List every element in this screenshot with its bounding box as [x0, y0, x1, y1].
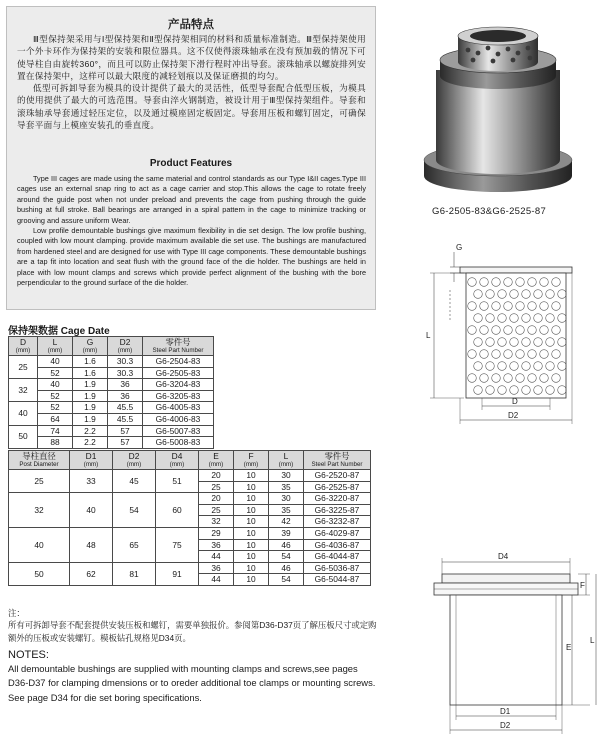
bushing-cell-f: 10: [234, 481, 269, 493]
bushing-cell-d4: 75: [156, 527, 199, 562]
table-row: [9, 413, 214, 425]
bushing-cell-post-diameter: 40: [9, 527, 70, 562]
cage-cell-g: 1.6: [73, 367, 108, 379]
bushing-cell-e: 29: [199, 527, 234, 539]
bushing-cell-l: 42: [269, 516, 304, 528]
bushing-cell-post-diameter: 25: [9, 470, 70, 493]
bushing-label-d2: D2: [500, 721, 511, 730]
bushing-cell-l: 35: [269, 504, 304, 516]
bushing-cell-e: 20: [199, 470, 234, 482]
bushing-cell-f: 10: [234, 539, 269, 551]
bushing-cell-f: 10: [234, 470, 269, 482]
cage-cell-l: 40: [38, 379, 73, 391]
table-row: [9, 379, 214, 391]
table-row: [9, 356, 214, 368]
table-row: [9, 470, 371, 482]
table-row: [9, 402, 214, 414]
product-features-panel: [6, 6, 376, 310]
features-paragraph-cn-1: Ⅲ型保持架采用与Ⅰ型保持架和Ⅱ型保持架相同的材料和质量标准制造。Ⅲ型保持架使用一个外卡环作为保持架的安装和限位器具。这不仅使得滚珠轴承在没有预加载的情况下可使导柱自由旋转360°，而且可以防止保持架下滑行程时冲出导套。滚珠轴承以螺旋排列安置在保持架中，这样可以最大限度的减轻划痕以及保证磨损的均匀。: [17, 34, 366, 81]
bushing-header-d2: D2 (mm): [113, 451, 156, 470]
bushing-cell-f: 10: [234, 527, 269, 539]
bushing-cell-l: 46: [269, 562, 304, 574]
features-paragraph-en-1: Type III cages are made using the same material and control standards as our Type I&II cages.Type III cages use an external snap ring to act as a cage carrier and stop.This allows the cage to rotate freely around the guide post when not under preload and prevents the cage from pushing through the guide bushing at full stroke. Ball bearings are arranged in a spiral pattern in the cage to minimize tracking or grooving and assure uniform Wear.: [17, 174, 366, 225]
bushing-label-l: L: [590, 636, 595, 645]
bushing-cell-part-number: G6-4029-87: [304, 527, 371, 539]
cage-cell-part-number: G6-3204-83: [143, 379, 214, 391]
table-row: [9, 562, 371, 574]
bushing-cell-l: 35: [269, 481, 304, 493]
cage-cell-d2: 45.5: [108, 413, 143, 425]
bushing-cell-e: 32: [199, 516, 234, 528]
table-row: [9, 390, 214, 402]
table-row: [9, 527, 371, 539]
bushing-cell-l: 30: [269, 470, 304, 482]
features-text-cn: [17, 33, 366, 131]
features-paragraph-en-2: Low profile demountable bushings give maximum flexibility in die set design. The low profile bushing, coupled with low mount clamping. provide maximum available die set use. The bushings are manufactured from hardened steel and are designed for use with Type III cage components. These demountable bushings are a tap fit into location and seat flush with the ground face of the die holder. The bushings are held in place with low mount clamps and screws which provide perfect alignment of the bushing with the bore perpendicular to the ground surface of the die holder.: [17, 226, 366, 288]
bushing-table-header-row: [9, 451, 371, 470]
cage-cell-g: 1.9: [73, 402, 108, 414]
cage-header-l: L (mm): [38, 337, 73, 356]
cage-cell-d: 50: [9, 425, 38, 448]
bushing-cell-f: 10: [234, 574, 269, 586]
bushing-photo-image: [418, 20, 578, 200]
table-row: [9, 493, 371, 505]
notes-label-en: NOTES:: [8, 649, 49, 661]
bushing-cell-e: 20: [199, 493, 234, 505]
bushing-drawing: [420, 548, 600, 748]
cage-cell-d2: 57: [108, 437, 143, 449]
features-paragraph-cn-2: 低型可拆卸导套为模具的设计提供了最大的灵活性，低型导套配合低型压板，为模具的使用提供了最大的可选范围。导套由淬火钢制造，被设计用于Ⅲ型保持架组件。导套和滚珠轴承导套通过轻压定位，以及通过模座固定板固定。导套用压板和螺钉固定，可确保导套平面与上模座安装孔的垂直度。: [17, 83, 366, 131]
bushing-header-e: E (mm): [199, 451, 234, 470]
notes-text-en-1: All demountable bushings are supplied with mounting clamps and screws,see pages D36-D37 for clamping dmensions or to oreder additional toe clamps or mounting screws.: [8, 663, 376, 689]
bushing-cell-e: 36: [199, 539, 234, 551]
bushing-cell-l: 30: [269, 493, 304, 505]
cage-cell-l: 52: [38, 402, 73, 414]
cage-cell-g: 1.9: [73, 390, 108, 402]
bushing-cell-e: 44: [199, 551, 234, 563]
cage-table-body: [9, 356, 214, 449]
cage-cell-part-number: G6-2505-83: [143, 367, 214, 379]
bushing-cell-part-number: G6-4036-87: [304, 539, 371, 551]
cage-label-d2: D2: [508, 411, 519, 420]
bushing-cell-part-number: G6-3225-87: [304, 504, 371, 516]
notes-text-en-2: See page D34 for die set boring specifications.: [8, 691, 202, 703]
bushing-cell-d2: 45: [113, 470, 156, 493]
cage-cell-part-number: G6-5008-83: [143, 437, 214, 449]
cage-cell-l: 52: [38, 390, 73, 402]
cage-label-g: G: [456, 243, 463, 252]
cage-header-part-number: 零件号 Steel Part Number: [143, 337, 214, 356]
bushing-data-table: [8, 450, 371, 586]
features-text-en: [17, 174, 366, 288]
bushing-label-d4: D4: [498, 552, 509, 561]
bushing-cell-part-number: G6-3232-87: [304, 516, 371, 528]
cage-cell-l: 52: [38, 367, 73, 379]
bushing-cell-e: 25: [199, 481, 234, 493]
bushing-cell-part-number: G6-2525-87: [304, 481, 371, 493]
bushing-header-part-number: 零件号 Steel Part Number: [304, 451, 371, 470]
cage-cell-d2: 36: [108, 390, 143, 402]
cage-cell-part-number: G6-5007-83: [143, 425, 214, 437]
bushing-header-d1: D1 (mm): [70, 451, 113, 470]
cage-cell-l: 74: [38, 425, 73, 437]
cage-cell-l: 40: [38, 356, 73, 368]
table-row: [9, 425, 214, 437]
bushing-cell-d2: 54: [113, 493, 156, 528]
bushing-cell-d2: 81: [113, 562, 156, 585]
cage-cell-part-number: G6-3205-83: [143, 390, 214, 402]
bushing-cell-post-diameter: 32: [9, 493, 70, 528]
bushing-cell-part-number: G6-5036-87: [304, 562, 371, 574]
bushing-cell-l: 46: [269, 539, 304, 551]
notes-label-cn: 注：: [8, 608, 25, 618]
cage-cell-d: 40: [9, 402, 38, 425]
bushing-cell-d1: 62: [70, 562, 113, 585]
table-row: [9, 437, 214, 449]
photo-caption: G6-2505-83&G6-2525-87: [432, 206, 547, 217]
cage-label-l: L: [426, 331, 431, 340]
bushing-label-f: F: [580, 581, 585, 590]
bushing-table-body: [9, 470, 371, 586]
bushing-cell-part-number: G6-4044-87: [304, 551, 371, 563]
cage-label-d: D: [512, 397, 518, 406]
cage-cell-g: 1.6: [73, 356, 108, 368]
bushing-cell-d2: 65: [113, 527, 156, 562]
bushing-cell-f: 10: [234, 493, 269, 505]
cage-cell-g: 1.9: [73, 413, 108, 425]
bushing-cell-post-diameter: 50: [9, 562, 70, 585]
bushing-cell-d1: 40: [70, 493, 113, 528]
bushing-header-f: F (mm): [234, 451, 269, 470]
notes-text-cn: 所有可拆卸导套不配套提供安装压板和螺钉，需要单独报价。参阅第D36-D37页了解压板尺寸或定购额外的压板或安装螺钉。模板钻孔规格见D34页。: [8, 620, 377, 643]
cage-cell-g: 2.2: [73, 425, 108, 437]
cage-drawing: [420, 230, 590, 430]
features-title-en: Product Features: [149, 158, 233, 169]
cage-cell-d2: 30.3: [108, 356, 143, 368]
bushing-cell-l: 54: [269, 574, 304, 586]
bushing-cell-l: 54: [269, 551, 304, 563]
cage-cell-l: 64: [38, 413, 73, 425]
cage-cell-d2: 57: [108, 425, 143, 437]
bushing-cell-d1: 33: [70, 470, 113, 493]
bushing-cell-d4: 51: [156, 470, 199, 493]
product-photo: [418, 20, 578, 200]
cage-data-table: [8, 336, 214, 449]
bushing-cell-part-number: G6-5044-87: [304, 574, 371, 586]
cage-cell-part-number: G6-4006-83: [143, 413, 214, 425]
bushing-cell-f: 10: [234, 562, 269, 574]
bushing-cell-d4: 91: [156, 562, 199, 585]
notes-section: [8, 607, 380, 705]
table-row: [9, 367, 214, 379]
bushing-cell-part-number: G6-2520-87: [304, 470, 371, 482]
bushing-cell-d1: 48: [70, 527, 113, 562]
cage-cell-d2: 36: [108, 379, 143, 391]
cage-cell-d2: 45.5: [108, 402, 143, 414]
features-title-cn: 产品特点: [168, 19, 214, 31]
bushing-header-post-diameter: 导柱直径 Post Diameter: [9, 451, 70, 470]
bushing-label-d1: D1: [500, 707, 511, 716]
cage-cell-d: 25: [9, 356, 38, 379]
cage-cell-part-number: G6-4005-83: [143, 402, 214, 414]
cage-cell-g: 1.9: [73, 379, 108, 391]
bushing-cell-e: 44: [199, 574, 234, 586]
cage-cell-d2: 30.3: [108, 367, 143, 379]
cage-header-d2: D2 (mm): [108, 337, 143, 356]
cage-cell-g: 2.2: [73, 437, 108, 449]
bushing-cell-d4: 60: [156, 493, 199, 528]
bushing-label-e: E: [566, 643, 572, 652]
bushing-cell-f: 10: [234, 504, 269, 516]
cage-cell-d: 32: [9, 379, 38, 402]
bushing-header-d4: D4 (mm): [156, 451, 199, 470]
cage-header-d: D (mm): [9, 337, 38, 356]
bushing-cell-part-number: G6-3220-87: [304, 493, 371, 505]
cage-cell-l: 88: [38, 437, 73, 449]
cage-cell-part-number: G6-2504-83: [143, 356, 214, 368]
cage-header-g: G (mm): [73, 337, 108, 356]
cage-table-title: 保持架数据 Cage Date: [8, 326, 110, 337]
bushing-cell-f: 10: [234, 551, 269, 563]
bushing-cell-e: 36: [199, 562, 234, 574]
bushing-cell-f: 10: [234, 516, 269, 528]
bushing-cell-e: 25: [199, 504, 234, 516]
bushing-cell-l: 39: [269, 527, 304, 539]
cage-table-header-row: [9, 337, 214, 356]
bushing-header-l: L (mm): [269, 451, 304, 470]
